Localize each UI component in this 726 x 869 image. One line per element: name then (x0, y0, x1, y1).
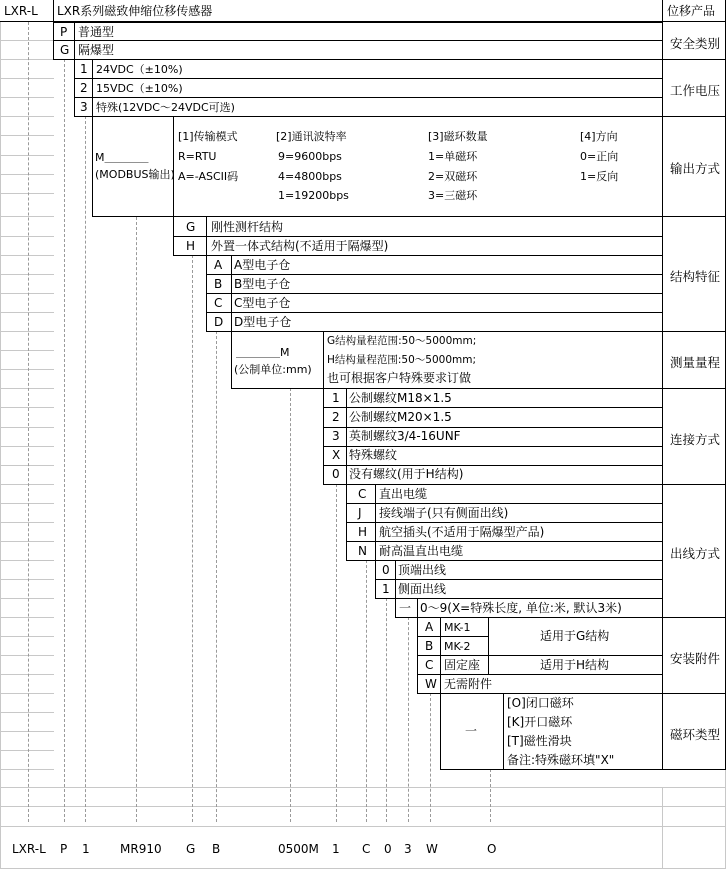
housing-label: B型电子仓 (234, 277, 291, 291)
connect-label: 公制螺纹M20×1.5 (349, 410, 452, 424)
structure-label: 外置一体式结构(不适用于隔爆型) (211, 239, 389, 253)
output-col1-line: [1]传输模式 (178, 130, 238, 143)
accessory-label: 固定座 (444, 658, 481, 672)
structure-code: H (186, 239, 196, 253)
cable-length-label: 0～9(X=特殊长度, 单位:米, 默认3米) (420, 601, 622, 615)
example-segment: LXR-L (12, 842, 46, 856)
range-line: H结构量程范围:50～5000mm; (327, 354, 477, 366)
example-segment: B (212, 842, 221, 856)
category-output: 输出方式 (669, 161, 720, 176)
output-col4-line: [4]方向 (580, 130, 618, 143)
outlet-label: 直出电缆 (379, 487, 428, 501)
output-note: (MODBUS输出) (95, 168, 175, 181)
outlet-dir-label: 侧面出线 (398, 582, 447, 596)
output-col2-line: [2]通讯波特率 (276, 130, 347, 143)
category-magnet: 磁环类型 (669, 727, 720, 742)
accessory-label: MK-1 (444, 621, 471, 634)
output-col4-line: 0=正向 (580, 150, 619, 163)
example-segment: 0500M (278, 842, 319, 856)
cable-length-code: 一 (399, 601, 412, 615)
header-right: 位移产品 (667, 4, 716, 18)
voltage-label: 24VDC（±10%) (96, 63, 183, 76)
category-range: 测量量程 (669, 355, 720, 370)
housing-label: C型电子仓 (234, 296, 291, 310)
voltage-label: 特殊(12VDC～24VDC可选) (96, 101, 235, 114)
range-line: 也可根据客户特殊要求订做 (327, 371, 472, 385)
connect-code: 0 (332, 467, 340, 481)
outlet-code: N (358, 544, 367, 558)
housing-code: B (214, 277, 223, 291)
category-safety: 安全类别 (669, 36, 720, 51)
output-col2-line: 4=4800bps (278, 170, 342, 183)
magnet-code: 一 (465, 724, 478, 738)
accessory-use: 适用于H结构 (540, 658, 610, 672)
housing-label: D型电子仓 (234, 315, 292, 329)
outlet-dir-code: 1 (382, 582, 390, 596)
housing-code: A (214, 258, 223, 272)
connect-label: 公制螺纹M18×1.5 (349, 391, 452, 405)
range-unit: (公制单位:mm) (234, 363, 312, 376)
example-segment: G (186, 842, 196, 856)
connect-label: 没有螺纹(用于H结构) (349, 467, 464, 481)
example-segment: W (426, 842, 438, 856)
category-outlet: 出线方式 (669, 546, 720, 561)
accessory-code: B (425, 639, 434, 653)
magnet-line: [K]开口磁环 (507, 715, 573, 729)
accessory-use: 适用于G结构 (540, 629, 610, 643)
range-code: ＿＿＿＿M (236, 346, 290, 359)
safety-label: 普通型 (78, 25, 115, 39)
accessory-code: W (425, 677, 437, 691)
accessory-label: 无需附件 (444, 677, 493, 691)
safety-code: P (60, 25, 68, 39)
safety-code: G (60, 43, 70, 57)
output-col3-line: 1=单磁环 (428, 150, 478, 163)
output-code: M＿＿＿＿ (95, 151, 149, 164)
connect-code: 3 (332, 429, 340, 443)
example-segment: C (362, 842, 371, 856)
connect-label: 特殊螺纹 (349, 448, 398, 462)
connect-code: 1 (332, 391, 340, 405)
output-col1-line: R=RTU (178, 150, 217, 163)
magnet-line: 备注:特殊磁环填"X" (507, 753, 615, 767)
example-segment: O (487, 842, 497, 856)
connect-code: X (332, 448, 341, 462)
header-code: LXR-L (4, 4, 38, 18)
voltage-code: 3 (80, 100, 88, 114)
structure-label: 刚性测杆结构 (211, 220, 284, 234)
accessory-label: MK-2 (444, 640, 471, 653)
category-voltage: 工作电压 (669, 83, 720, 98)
example-segment: 1 (332, 842, 340, 856)
housing-code: D (214, 315, 224, 329)
housing-label: A型电子仓 (234, 258, 291, 272)
example-segment: MR910 (120, 842, 162, 856)
accessory-code: A (425, 620, 434, 634)
example-segment: 1 (82, 842, 90, 856)
header-title: LXR系列磁致伸缩位移传感器 (57, 4, 213, 18)
example-segment: 3 (404, 842, 412, 856)
output-col3-line: [3]磁环数量 (428, 130, 488, 143)
outlet-code: H (358, 525, 368, 539)
voltage-code: 2 (80, 81, 88, 95)
outlet-dir-code: 0 (382, 563, 390, 577)
outlet-label: 接线端子(只有侧面出线) (379, 506, 509, 520)
category-structure: 结构特征 (669, 269, 720, 284)
output-col2-line: 1=19200bps (278, 189, 349, 202)
output-col3-line: 3=三磁环 (428, 189, 478, 202)
structure-code: G (186, 220, 196, 234)
magnet-line: [T]磁性滑块 (507, 734, 572, 748)
outlet-code: C (358, 487, 367, 501)
range-line: G结构量程范围:50～5000mm; (327, 335, 477, 347)
connect-code: 2 (332, 410, 340, 424)
magnet-line: [O]闭口磁环 (507, 696, 574, 710)
category-accessory: 安装附件 (669, 651, 720, 666)
outlet-label: 航空插头(不适用于隔爆型产品) (379, 525, 545, 539)
output-col2-line: 9=9600bps (278, 150, 342, 163)
outlet-code: J (358, 506, 362, 520)
example-segment: P (60, 842, 68, 856)
output-col1-line: A=-ASCII码 (178, 170, 239, 183)
outlet-label: 耐高温直出电缆 (379, 544, 464, 558)
category-connect: 连接方式 (669, 432, 720, 447)
output-col3-line: 2=双磁环 (428, 170, 478, 183)
safety-label: 隔爆型 (78, 43, 115, 57)
connect-label: 英制螺纹3/4-16UNF (349, 429, 461, 443)
accessory-code: C (425, 658, 434, 672)
outlet-dir-label: 顶端出线 (398, 563, 447, 577)
housing-code: C (214, 296, 223, 310)
output-col4-line: 1=反向 (580, 170, 619, 183)
voltage-label: 15VDC（±10%) (96, 82, 183, 95)
example-segment: 0 (384, 842, 392, 856)
voltage-code: 1 (80, 62, 88, 76)
